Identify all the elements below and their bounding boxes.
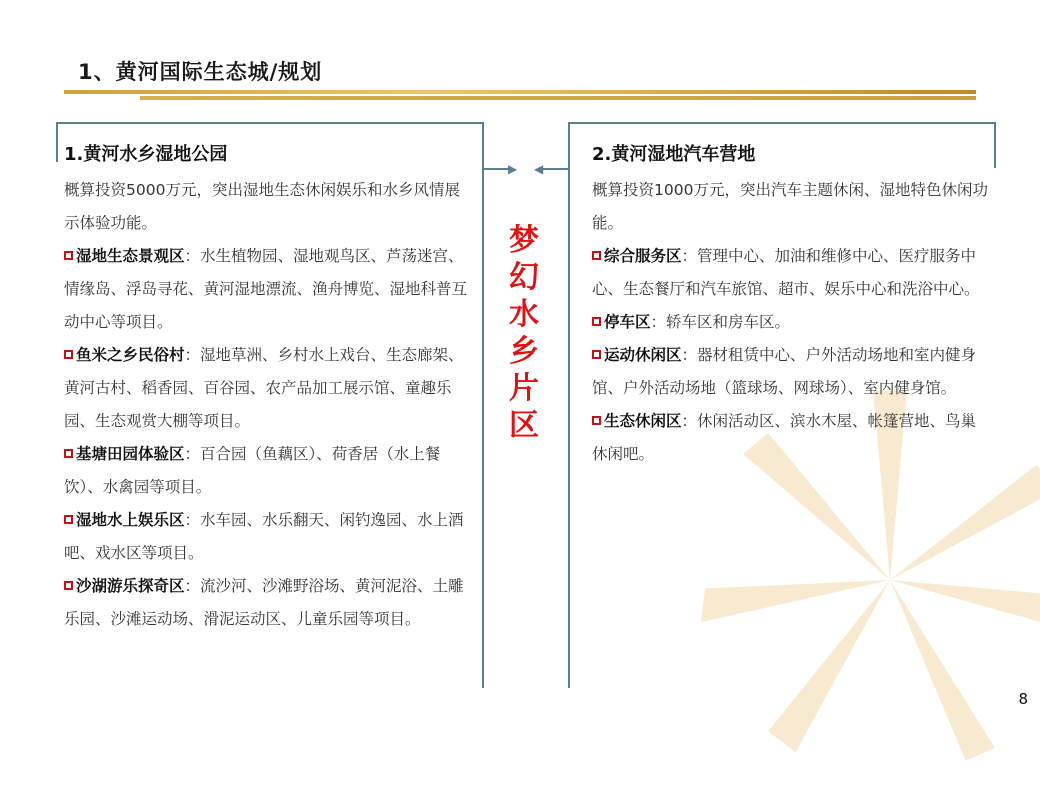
left-connector — [484, 168, 510, 170]
left-arrow-icon: ▶ — [508, 162, 518, 176]
right-panel — [592, 140, 990, 471]
checkbox-bullet-icon — [64, 350, 73, 359]
list-item: 鱼米之乡民俗村：湿地草洲、乡村水上戏台、生态廊架、黄河古村、稻香园、百谷园、农产品加工展示馆、童趣乐园、生态观赏大棚等项目。 — [64, 346, 464, 430]
checkbox-bullet-icon — [64, 515, 73, 524]
list-item: 生态休闲区：休闲活动区、滨水木屋、帐篷营地、鸟巢休闲吧。 — [592, 412, 977, 463]
list-item: 湿地生态景观区：水生植物园、湿地观鸟区、芦荡迷宫、情缘岛、浮岛寻花、黄河湿地漂流、渔舟博览、湿地科普互动中心等项目。 — [64, 247, 468, 331]
right-panel-heading: 2.黄河湿地汽车营地 — [592, 144, 756, 165]
list-item: 停车区：轿车区和房车区。 — [592, 306, 990, 339]
right-connector — [540, 168, 568, 170]
right-frame-left — [568, 122, 570, 688]
right-frame-top — [568, 122, 996, 124]
right-item-list — [592, 240, 990, 471]
page-number: 8 — [1018, 690, 1028, 708]
left-intro: 概算投资5000万元，突出湿地生态休闲娱乐和水乡风情展示体验功能。 — [64, 181, 460, 232]
left-frame-right — [482, 122, 484, 688]
center-vertical-label: 梦幻水乡片区 — [509, 223, 539, 443]
left-panel — [64, 140, 468, 636]
left-item-list — [64, 240, 468, 636]
page-title: 1、黄河国际生态城/规划 — [78, 60, 323, 84]
title-rule-top — [64, 90, 976, 94]
list-item: 沙湖游乐探奇区：流沙河、沙滩野浴场、黄河泥浴、土雕乐园、沙滩运动场、滑泥运动区、儿童乐园等项目。 — [64, 577, 464, 628]
checkbox-bullet-icon — [592, 416, 601, 425]
right-frame-right — [994, 122, 996, 168]
list-item: 综合服务区：管理中心、加油和维修中心、医疗服务中心、生态餐厅和汽车旅馆、超市、娱乐中心和洗浴中心。 — [592, 247, 980, 298]
right-arrow-icon: ◀ — [534, 162, 544, 176]
checkbox-bullet-icon — [592, 350, 601, 359]
checkbox-bullet-icon — [592, 317, 601, 326]
checkbox-bullet-icon — [64, 449, 73, 458]
left-frame-left — [56, 122, 58, 162]
list-item: 基塘田园体验区：百合园（鱼藕区）、荷香居（水上餐饮）、水禽园等项目。 — [64, 445, 441, 496]
left-frame-top — [56, 122, 484, 124]
list-item: 运动休闲区：器材租赁中心、户外活动场地和室内健身馆、户外活动场地（篮球场、网球场）、室内健身馆。 — [592, 346, 977, 397]
right-intro: 概算投资1000万元，突出汽车主题休闲、湿地特色休闲功能。 — [592, 181, 988, 232]
checkbox-bullet-icon — [64, 251, 73, 260]
title-rule-bottom — [140, 96, 976, 100]
checkbox-bullet-icon — [592, 251, 601, 260]
list-item: 湿地水上娱乐区：水车园、水乐翻天、闲钓逸园、水上酒吧、戏水区等项目。 — [64, 511, 464, 562]
checkbox-bullet-icon — [64, 581, 73, 590]
left-panel-heading: 1.黄河水乡湿地公园 — [64, 144, 228, 165]
